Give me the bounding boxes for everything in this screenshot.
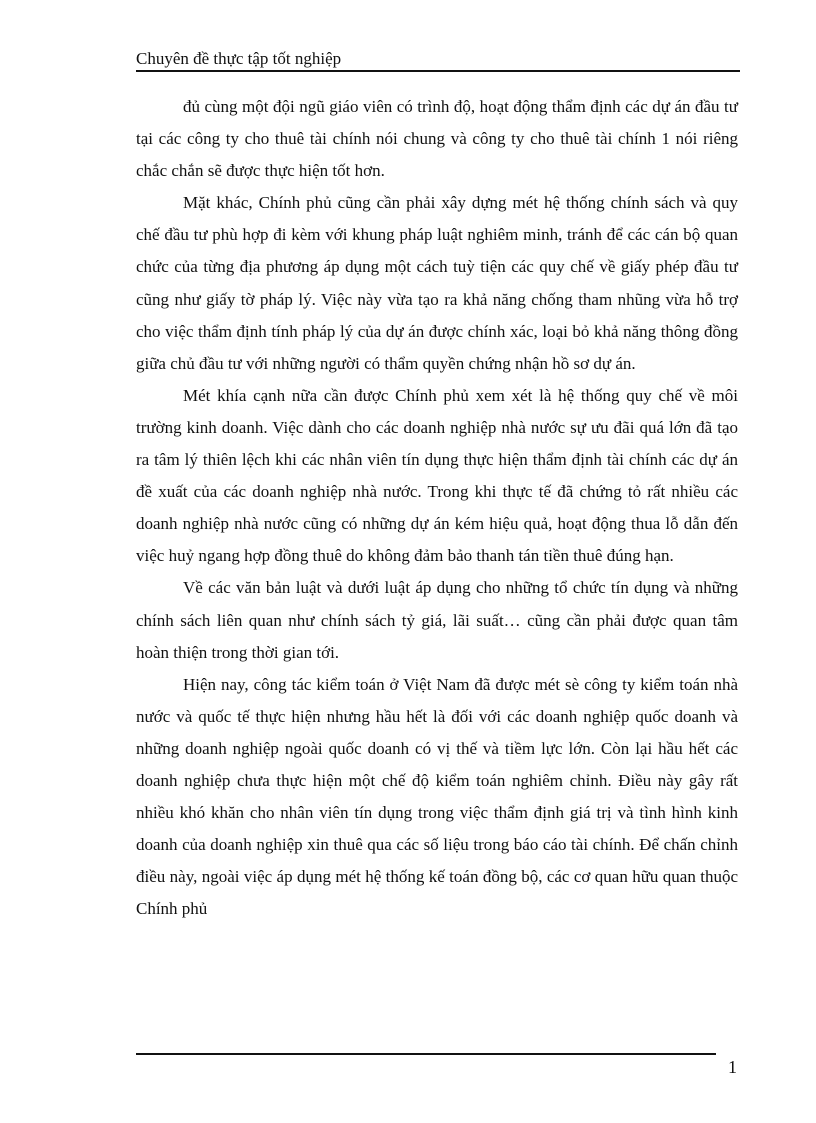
paragraph: Hiện nay, công tác kiểm toán ở Việt Nam đã được mét sè công ty kiểm toán nhà nước và quốc tế thực hiện nhưng hầu hết là đối với các doanh nghiệp quốc doanh và những doanh nghiệp ngoài quốc doanh có vị thế và tiềm lực lớn. Còn lại hầu hết các doanh nghiệp chưa thực hiện một chế độ kiểm toán nghiêm chỉnh. Điều này gây rất nhiều khó khăn cho nhân viên tín dụng trong việc thẩm định giá trị và tình hình kinh doanh của doanh nghiệp xin thuê qua các số liệu trong báo cáo tài chính. Để chấn chỉnh điều này, ngoài việc áp dụng mét hệ thống kế toán đồng bộ, các cơ quan hữu quan thuộc Chính phủ — [136, 674, 738, 919]
page-header-title: Chuyên đề thực tập tốt nghiệp — [136, 49, 342, 68]
paragraph: Về các văn bản luật và dưới luật áp dụng cho những tổ chức tín dụng và những chính sách liên quan như chính sách tỷ giá, lãi suất… cũng cần phải được quan tâm hoàn thiện trong thời gian tới. — [136, 578, 738, 662]
header-divider — [136, 70, 740, 72]
paragraph: Mặt khác, Chính phủ cũng cần phải xây dựng mét hệ thống chính sách và quy chế đầu tư phù hợp đi kèm với khung pháp luật nghiêm minh, tránh để các cán bộ quan chức của từng địa phương áp dụng một cách tuỳ tiện các quy chế về giấy phép đầu tư cũng như giấy tờ pháp lý. Việc này vừa tạo ra khả năng chống tham nhũng vừa hỗ trợ cho việc thẩm định tính pháp lý của dự án được chính xác, loại bỏ khả năng thông đồng giữa chủ đầu tư với những người có thẩm quyền chứng nhận hồ sơ dự án. — [136, 193, 738, 373]
document-body — [136, 91, 738, 925]
page-number: 1 — [728, 1057, 737, 1077]
footer-divider — [136, 1053, 716, 1055]
paragraph: Mét khía cạnh nữa cần được Chính phủ xem xét là hệ thống quy chế về môi trường kinh doanh. Việc dành cho các doanh nghiệp nhà nước sự ưu đãi quá lớn đã tạo ra tâm lý thiên lệch khi các nhân viên tín dụng thực hiện thẩm định tài chính các dự án đề xuất của các doanh nghiệp nhà nước. Trong khi thực tế đã chứng tỏ rất nhiều các doanh nghiệp nhà nước cũng có những dự án kém hiệu quả, hoạt động thua lỗ dẫn đến việc huỷ ngang hợp đồng thuê do không đảm bảo thanh tán tiền thuê đúng hạn. — [136, 385, 738, 566]
paragraph: đủ cùng một đội ngũ giáo viên có trình độ, hoạt động thẩm định các dự án đầu tư tại các công ty cho thuê tài chính nói chung và công ty cho thuê tài chính 1 nói riêng chắc chắn sẽ được thực hiện tốt hơn. — [136, 97, 738, 181]
